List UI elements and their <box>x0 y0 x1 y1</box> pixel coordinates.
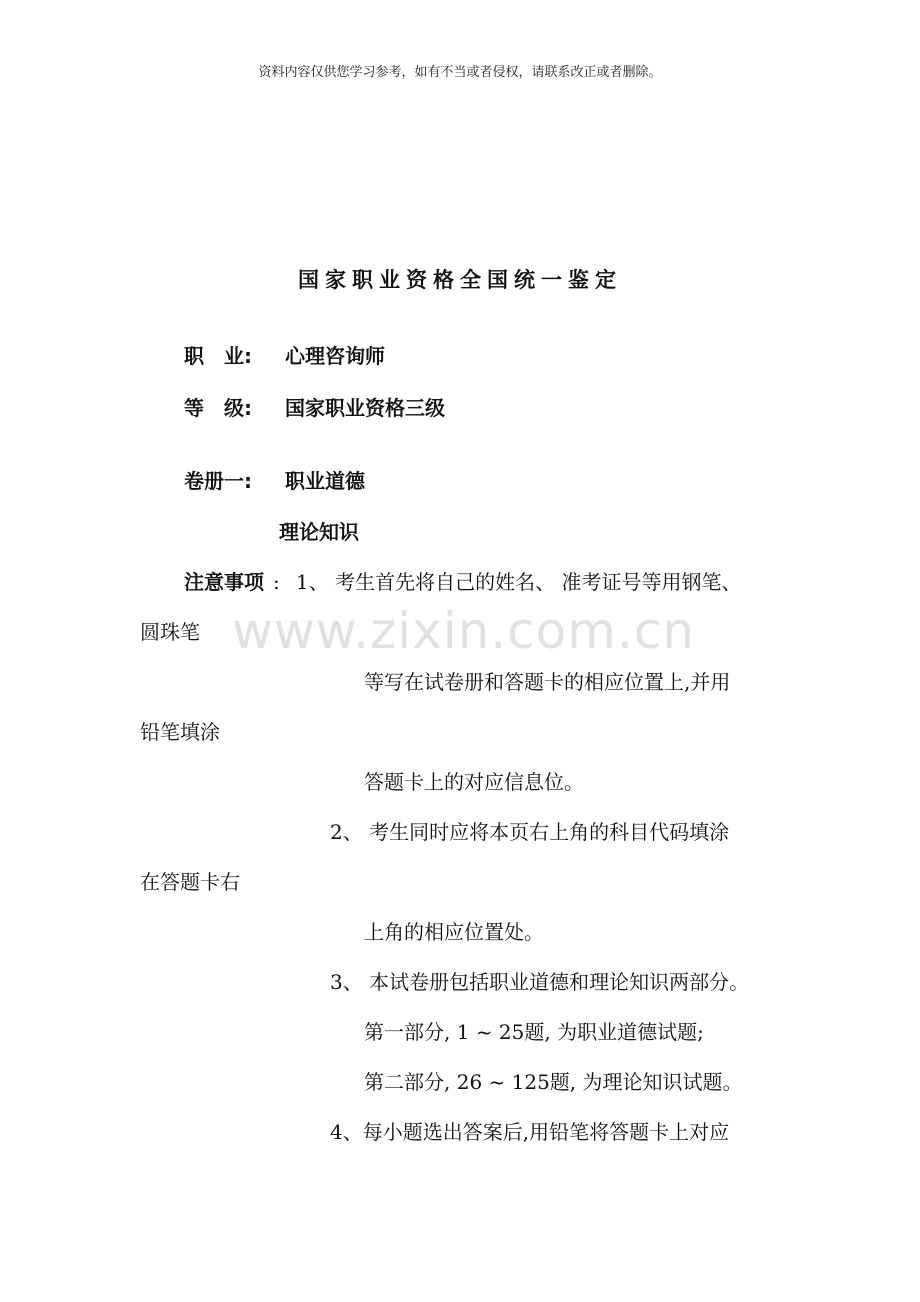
notice-item2-line1: 2、 考生同时应将本页右上角的科目代码填涂 <box>330 820 730 844</box>
volume-label: 卷册一: <box>184 469 252 493</box>
document-title: 国家职业资格全国统一鉴定 <box>298 268 622 292</box>
notice-item3-line3: 第二部分, 26 ~ 125题, 为理论知识试题。 <box>364 1070 743 1094</box>
notice-item1-line5: 答题卡上的对应信息位。 <box>364 770 584 794</box>
notice-item1-line2: 圆珠笔 <box>140 620 200 644</box>
notice-item2-line3: 上角的相应位置处。 <box>364 920 544 944</box>
occupation-label: 职 业: <box>184 344 252 368</box>
notice-item3-line1: 3、 本试卷册包括职业道德和理论知识两部分。 <box>330 970 750 994</box>
notice-item3-line2: 第一部分, 1 ~ 25题, 为职业道德试题; <box>364 1020 704 1044</box>
notice-item1-line1: 1、 考生首先将自己的姓名、 准考证号等用钢笔、 <box>296 570 742 594</box>
volume-part-theory: 理论知识 <box>279 520 359 544</box>
volume-part-ethics: 职业道德 <box>285 469 365 493</box>
disclaimer-header: 资料内容仅供您学习参考，如有不当或者侵权，请联系改正或者删除。 <box>258 65 662 80</box>
level-value: 国家职业资格三级 <box>285 396 445 420</box>
notice-label: 注意事项 <box>184 570 264 594</box>
occupation-value: 心理咨询师 <box>285 344 385 368</box>
notice-item4-line1: 4、每小题选出答案后,用铅笔将答题卡上对应 <box>330 1120 730 1144</box>
notice-item2-line2: 在答题卡右 <box>140 870 240 894</box>
notice-colon: : <box>273 570 280 594</box>
level-label: 等 级: <box>184 396 252 420</box>
notice-item1-line4: 铅笔填涂 <box>140 720 220 744</box>
watermark-text: www.zixin.com.cn <box>232 602 696 660</box>
notice-item1-line3: 等写在试卷册和答题卡的相应位置上,并用 <box>364 670 731 694</box>
